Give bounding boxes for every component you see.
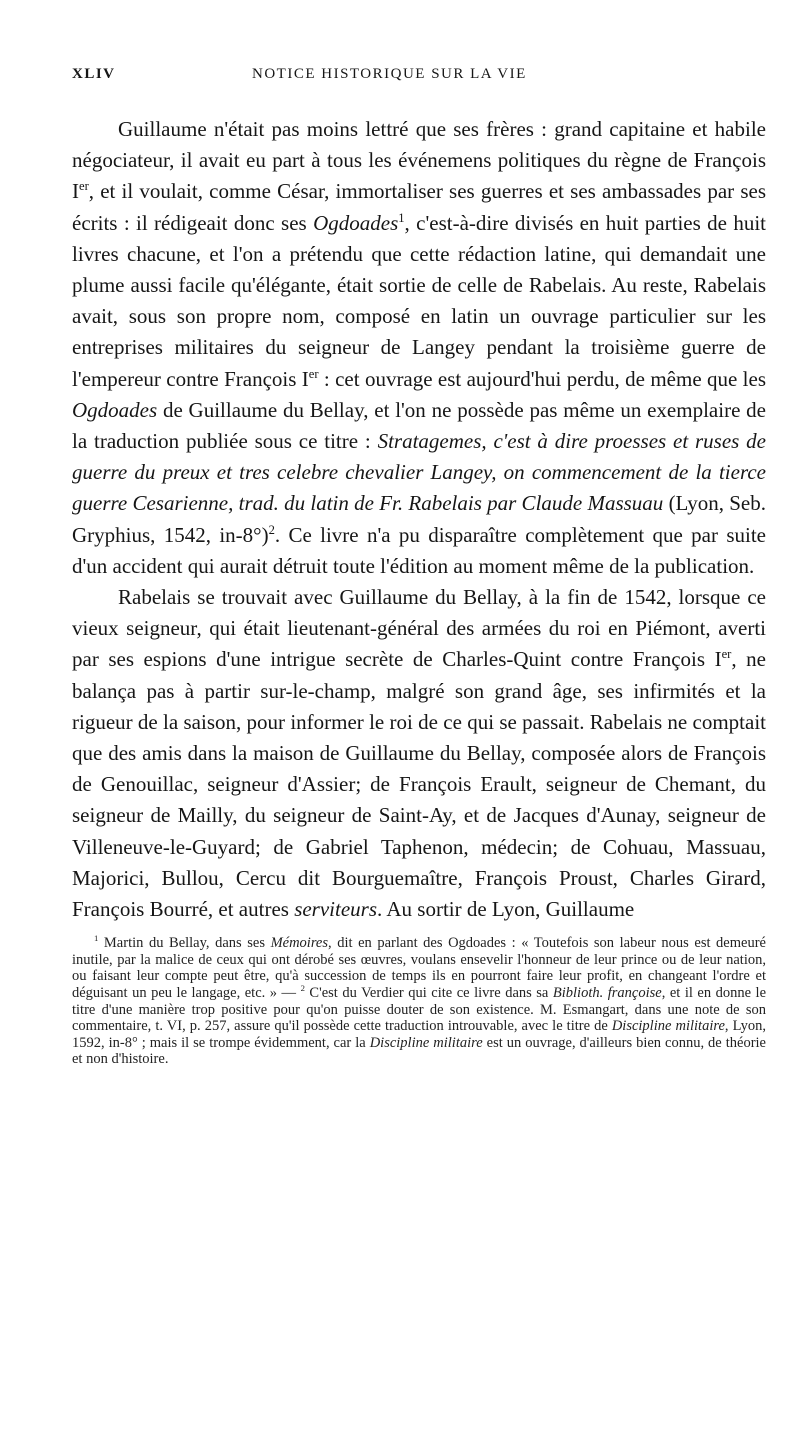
p1-text-e: de Guillaume du Bellay, et l'on ne possède pas même un exemplaire de la traduction publiée sous ce titre :: [72, 397, 766, 454]
p1-text-c: , c'est-à-dire divisés en huit parties de huit livres chacune, et l'on a prétendu que cette rédaction latine, qui demandait une plume aussi facile qu'élégante, était sortie de celle de Rabelais. Au reste, Rabelais avait, sous son propre nom, composé en latin un ouvrage particulier sur les entreprises militaires du seigneur de Langey pendant la troisième guerre de l'empereur contre François I: [72, 210, 766, 391]
p1-sup-b: er: [308, 366, 319, 381]
fn-text-c: C'est du Verdier qui cite ce livre dans sa: [304, 985, 553, 1002]
fn-text-b: , dit en parlant des Ogdoades : « Toutefois son labeur nous est demeuré inutile, par la malice de ceux qui ont dérobé ses œuvres, voulans ensevelir l'honneur de leur prince ou de leur nation, ou faisant leur compte peut être, qu'à succession de temps ils en pourront faire leur profit, en changeant l'ordre et déguisant un peu le langage, etc. » —: [72, 935, 766, 1002]
p2-text-c: . Au sortir de Lyon, Guillaume: [377, 897, 635, 922]
footnote-block: [72, 935, 766, 1068]
running-title: NOTICE HISTORIQUE SUR LA VIE: [252, 66, 527, 82]
fn-italic-a: Mémoires: [270, 935, 329, 952]
footnote-ref-1: 1: [398, 210, 405, 225]
fn-text-e: , Lyon, 1592, in-8° ; mais il se trompe évidemment, car la: [72, 1018, 766, 1051]
main-text: [72, 114, 766, 925]
paragraph-2: [72, 582, 766, 925]
p1-sup-a: er: [79, 179, 89, 194]
fn-text-f: est un ouvrage, d'ailleurs bien connu, de théorie et non d'histoire.: [72, 1034, 766, 1068]
fn-text-a: Martin du Bellay, dans ses: [98, 935, 271, 952]
p1-text-d: : cet ouvrage est aujourd'hui perdu, de même que les: [318, 366, 766, 391]
fn-italic-c: Discipline militaire: [611, 1018, 725, 1035]
footnotes: [72, 935, 766, 1068]
fn-text-d: , et il en donne le titre d'une manière trop positive pour qu'on puisse douter de son existence. M. Esmangart, dans une note de son commentaire, t. VI, p. 257, assure qu'il possède cette traduction introuvable, avec le titre de: [72, 985, 766, 1035]
footnote-ref-2: 2: [268, 522, 275, 537]
footnote-mark-1: 1: [94, 933, 99, 944]
footnote-mark-2: 2: [300, 983, 305, 994]
p1-text-g: . Ce livre n'a pu disparaître complètement que par suite d'un accident qui aurait détruit toute l'édition au moment même de la publication.: [72, 522, 766, 578]
p2-italic-a: serviteurs: [294, 897, 378, 922]
book-page: [72, 66, 766, 1406]
p1-italic-a: Ogdoades: [313, 210, 399, 235]
p1-text-a: Guillaume n'était pas moins lettré que ses frères : grand capitaine et habile négociateur, il avait eu part à tous les événemens politiques du règne de François I: [72, 117, 766, 204]
fn-italic-b: Biblioth. françoise: [552, 985, 662, 1002]
p2-text-a: Rabelais se trouvait avec Guillaume du Bellay, à la fin de 1542, lorsque ce vieux seigneur, qui était lieutenant-général des armées du roi en Piémont, averti par ses espions d'une intrigue secrète de Charles-Quint contre François I: [72, 585, 766, 672]
p1-italic-title: Stratagemes, c'est à dire proesses et ruses de guerre du preux et tres celebre chevalier Langey, on commencement de la tierce guerre Cesarienne, trad. du latin de Fr. Rabelais par Claude Massuau: [72, 429, 766, 516]
p2-text-b: , ne balança pas à partir sur-le-champ, malgré son grand âge, ses infirmités et la rigueur de la saison, pour informer le roi de ce qui se passait. Rabelais ne comptait que des amis dans la maison de Guillaume du Bellay, composée alors de François de Genouillac, seigneur d'Assier; de François Erault, seigneur de Chemant, du seigneur de Mailly, du seigneur de Saint-Ay, et de Jacques d'Aunay, seigneur de Villeneuve-le-Guyard; de Gabriel Taphenon, médecin; de Cohuau, Massuau, Majorici, Bullou, Cercu dit Bourguemaître, François Proust, Charles Girard, François Bourré, et autres: [72, 647, 766, 922]
page-number: XLIV: [72, 66, 116, 82]
p1-text-f: (Lyon, Seb. Gryphius, 1542, in-8°): [72, 491, 766, 547]
p2-sup-a: er: [721, 647, 732, 662]
paragraph-1: [72, 114, 766, 582]
fn-italic-d: Discipline militaire: [369, 1034, 483, 1051]
p1-italic-b: Ogdoades: [72, 397, 158, 422]
running-head: [72, 66, 766, 96]
p1-text-b: , et il voulait, comme César, immortaliser ses guerres et ses ambassades par ses écrits : il rédigeait donc ses: [72, 179, 766, 235]
